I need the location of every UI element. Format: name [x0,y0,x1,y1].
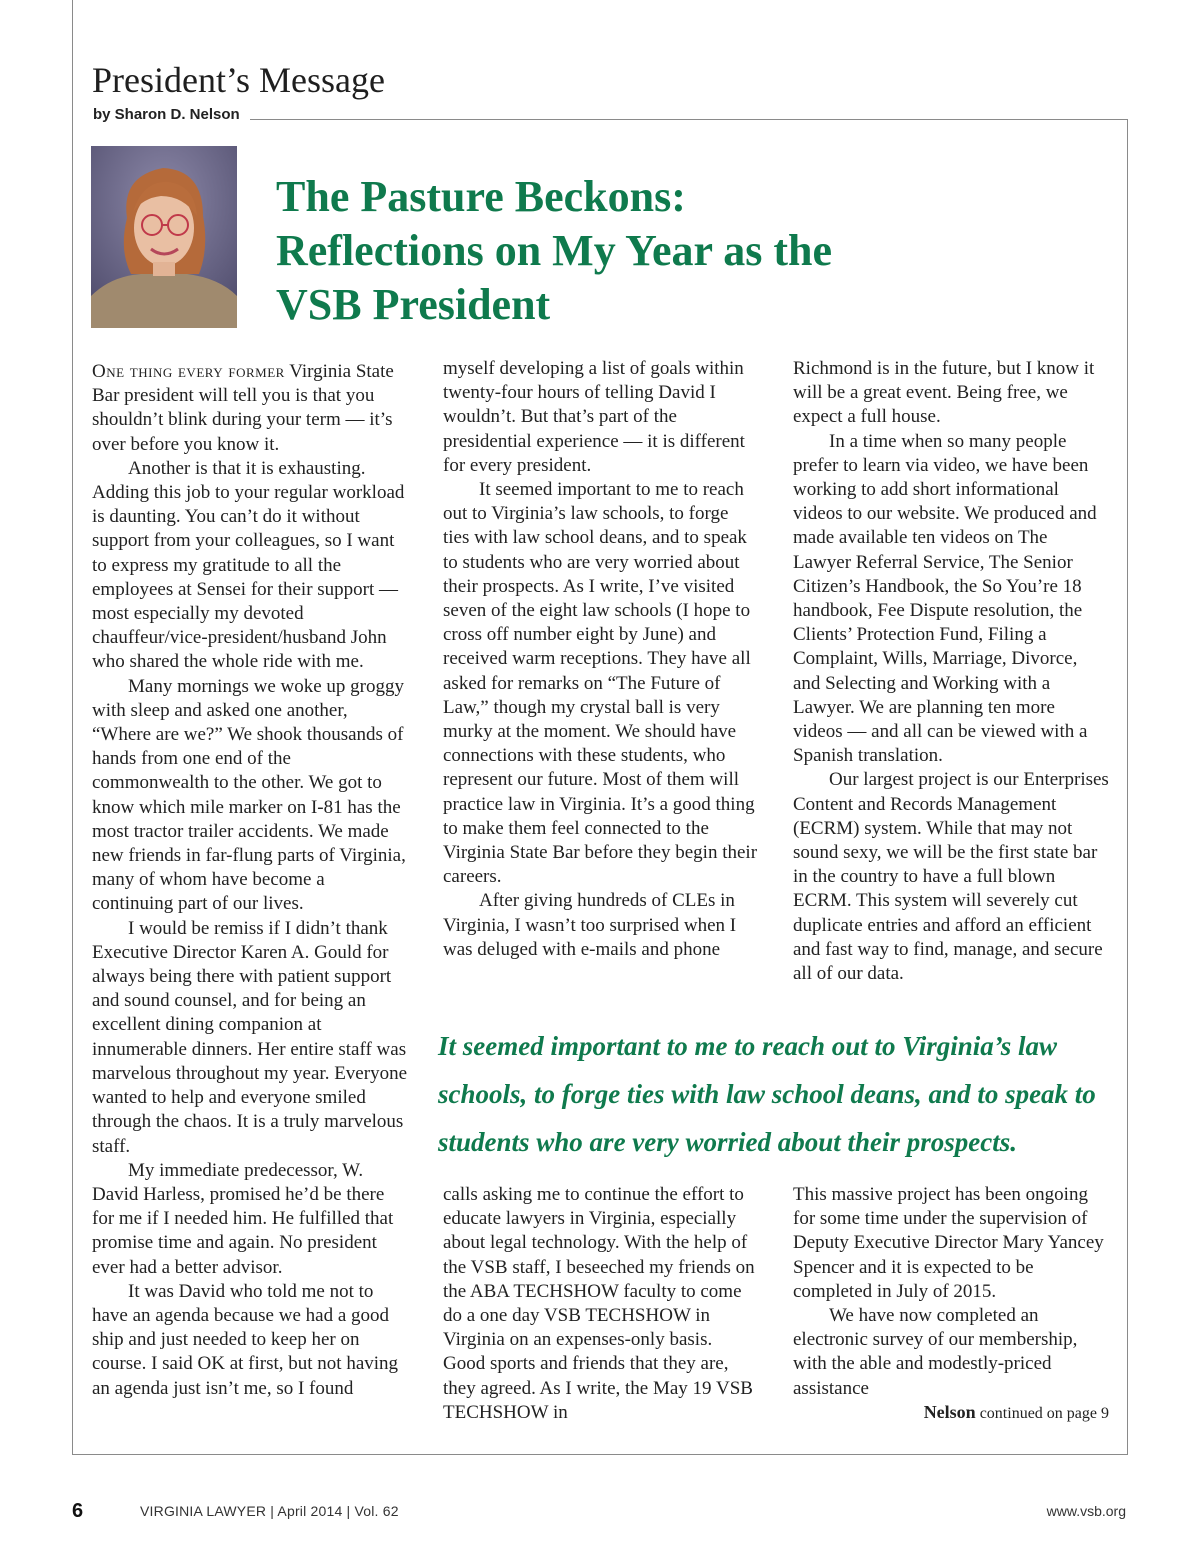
body-column-3-top [793,357,1109,986]
paragraph: calls asking me to continue the effort to educate lawyers in Virginia, especially about legal technology. With the help of the VSB staff, I beseeched my friends on the ABA TECHSHOW faculty to come do a one day VSB TECHSHOW in Virginia on an expenses-only basis. Good sports and friends that they are, they agreed. As I write, the May 19 VSB TECHSHOW in [443,1184,755,1423]
continued-on-note [793,1402,1109,1423]
paragraph: I would be remiss if I didn’t thank Executive Director Karen A. Gould for always being there with patient support and sound counsel, and for being an excellent dining companion at innumerable dinners. Her entire staff was marvelous throughout my year. Everyone wanted to help and everyone smiled through the chaos. It is a truly marvelous staff. [92,917,408,1157]
paragraph: It was David who told me not to have an agenda because we had a good ship and just needed to keep her on course. I said OK at first, but not having an agenda just isn’t me, so I found [92,1280,399,1399]
paragraph: Another is that it is exhausting. Adding this job to your regular workload is daunting. You can’t do it without support from your colleagues, so I want to express my gratitude to all the employees at Sensei for their support — most especially my devoted chauffeur/vice-president/husband John who shared the whole ride with me. [92,457,405,673]
website-url: www.vsb.org [1046,1503,1126,1519]
body-column-1 [92,360,407,1401]
pull-quote: It seemed important to me to reach out to Virginia’s law schools, to forge ties with law school deans, and to speak to students who are very worried about their prospects. [438,1031,1096,1157]
page-frame-left-rule [72,0,73,1455]
paragraph: This massive project has been ongoing for some time under the supervision of Deputy Executive Director Mary Yancey Spencer and it is expected to be completed in July of 2015. [793,1184,1104,1302]
continued-text: continued on page 9 [979,1405,1109,1422]
paragraph: We have now completed an electronic survey of our membership, with the able and modestly-priced assistance [793,1305,1078,1399]
body-column-3-bottom [793,1183,1109,1401]
paragraph: Richmond is in the future, but I know it will be a great event. Being free, we expect a full house. [793,358,1095,428]
body-column-2-top [443,357,759,962]
page-frame-right-rule [1127,119,1128,1455]
paragraph [92,360,407,457]
headline-line-3: VSB President [276,280,551,329]
headline-line-1: The Pasture Beckons: [276,172,686,221]
paragraph: My immediate predecessor, W. David Harless, promised he’d be there for me if I needed him. He fulfilled that promise time and again. No president ever had a better advisor. [92,1159,394,1278]
paragraph: myself developing a list of goals within twenty-four hours of telling David I wouldn’t. But that’s part of the presidential experience — it is different for every president. [443,358,745,476]
section-title: President’s Message [92,60,385,100]
publication-info: VIRGINIA LAWYER | April 2014 | Vol. 62 [140,1503,399,1519]
author-portrait-photo [91,146,237,328]
paragraph: Our largest project is our Enterprises Content and Records Management (ECRM) system. While that may not sound sexy, we will be the first state bar in the country to have a full blown ECRM. This system will severely cut duplicate entries and afford an efficient and fast way to find, manage, and secure all of our data. [793,769,1109,985]
page-number: 6 [72,1500,84,1522]
paragraph: Many mornings we woke up groggy with sleep and asked one another, “Where are we?” We shook thousands of hands from one end of the commonwealth to the other. We got to know which mile marker on I-81 has the most tractor trailer accidents. We made new friends in far-flung parts of Virginia, many of whom have become a continuing part of our lives. [92,675,406,915]
continued-author-name: Nelson [923,1402,976,1422]
paragraph: After giving hundreds of CLEs in Virginia, I wasn’t too surprised when I was deluged with e-mails and phone [443,890,737,960]
paragraph-text: Virginia State Bar president will tell you is that you shouldn’t blink during your term — it’s over before you know it. [92,361,394,455]
byline: by Sharon D. Nelson [93,106,240,123]
paragraph: It seemed important to me to reach out to Virginia’s law schools, to forge ties with law school deans, and to speak to students who are very worried about their prospects. As I write, I’ve visited seven of the eight law schools (I hope to cross off number eight by June) and received warm receptions. They have all asked for remarks on “The Future of Law,” though my crystal ball is very murky at the moment. We should have connections with these students, who represent our future. Most of them will practice law in Virginia. It’s a good thing to make them feel connected to the Virginia State Bar before they begin their careers. [443,479,758,888]
byline-rule [250,119,1128,120]
headline-line-2: Reflections on My Year as the [276,226,833,275]
lead-in: One thing every former [92,361,285,382]
article-headline [276,170,1076,332]
page-frame-bottom-rule [72,1454,1128,1455]
body-column-2-bottom [443,1183,759,1425]
paragraph: In a time when so many people prefer to learn via video, we have been working to add short informational videos to our website. We produced and made available ten videos on The Lawyer Referral Service, The Senior Citizen’s Handbook, the So You’re 18 handbook, Fee Dispute resolution, the Clients’ Protection Fund, Filing a Complaint, Wills, Marriage, Divorce, and Selecting and Working with a Lawyer. We are planning ten more videos — and all can be viewed with a Spanish translation. [793,430,1097,767]
